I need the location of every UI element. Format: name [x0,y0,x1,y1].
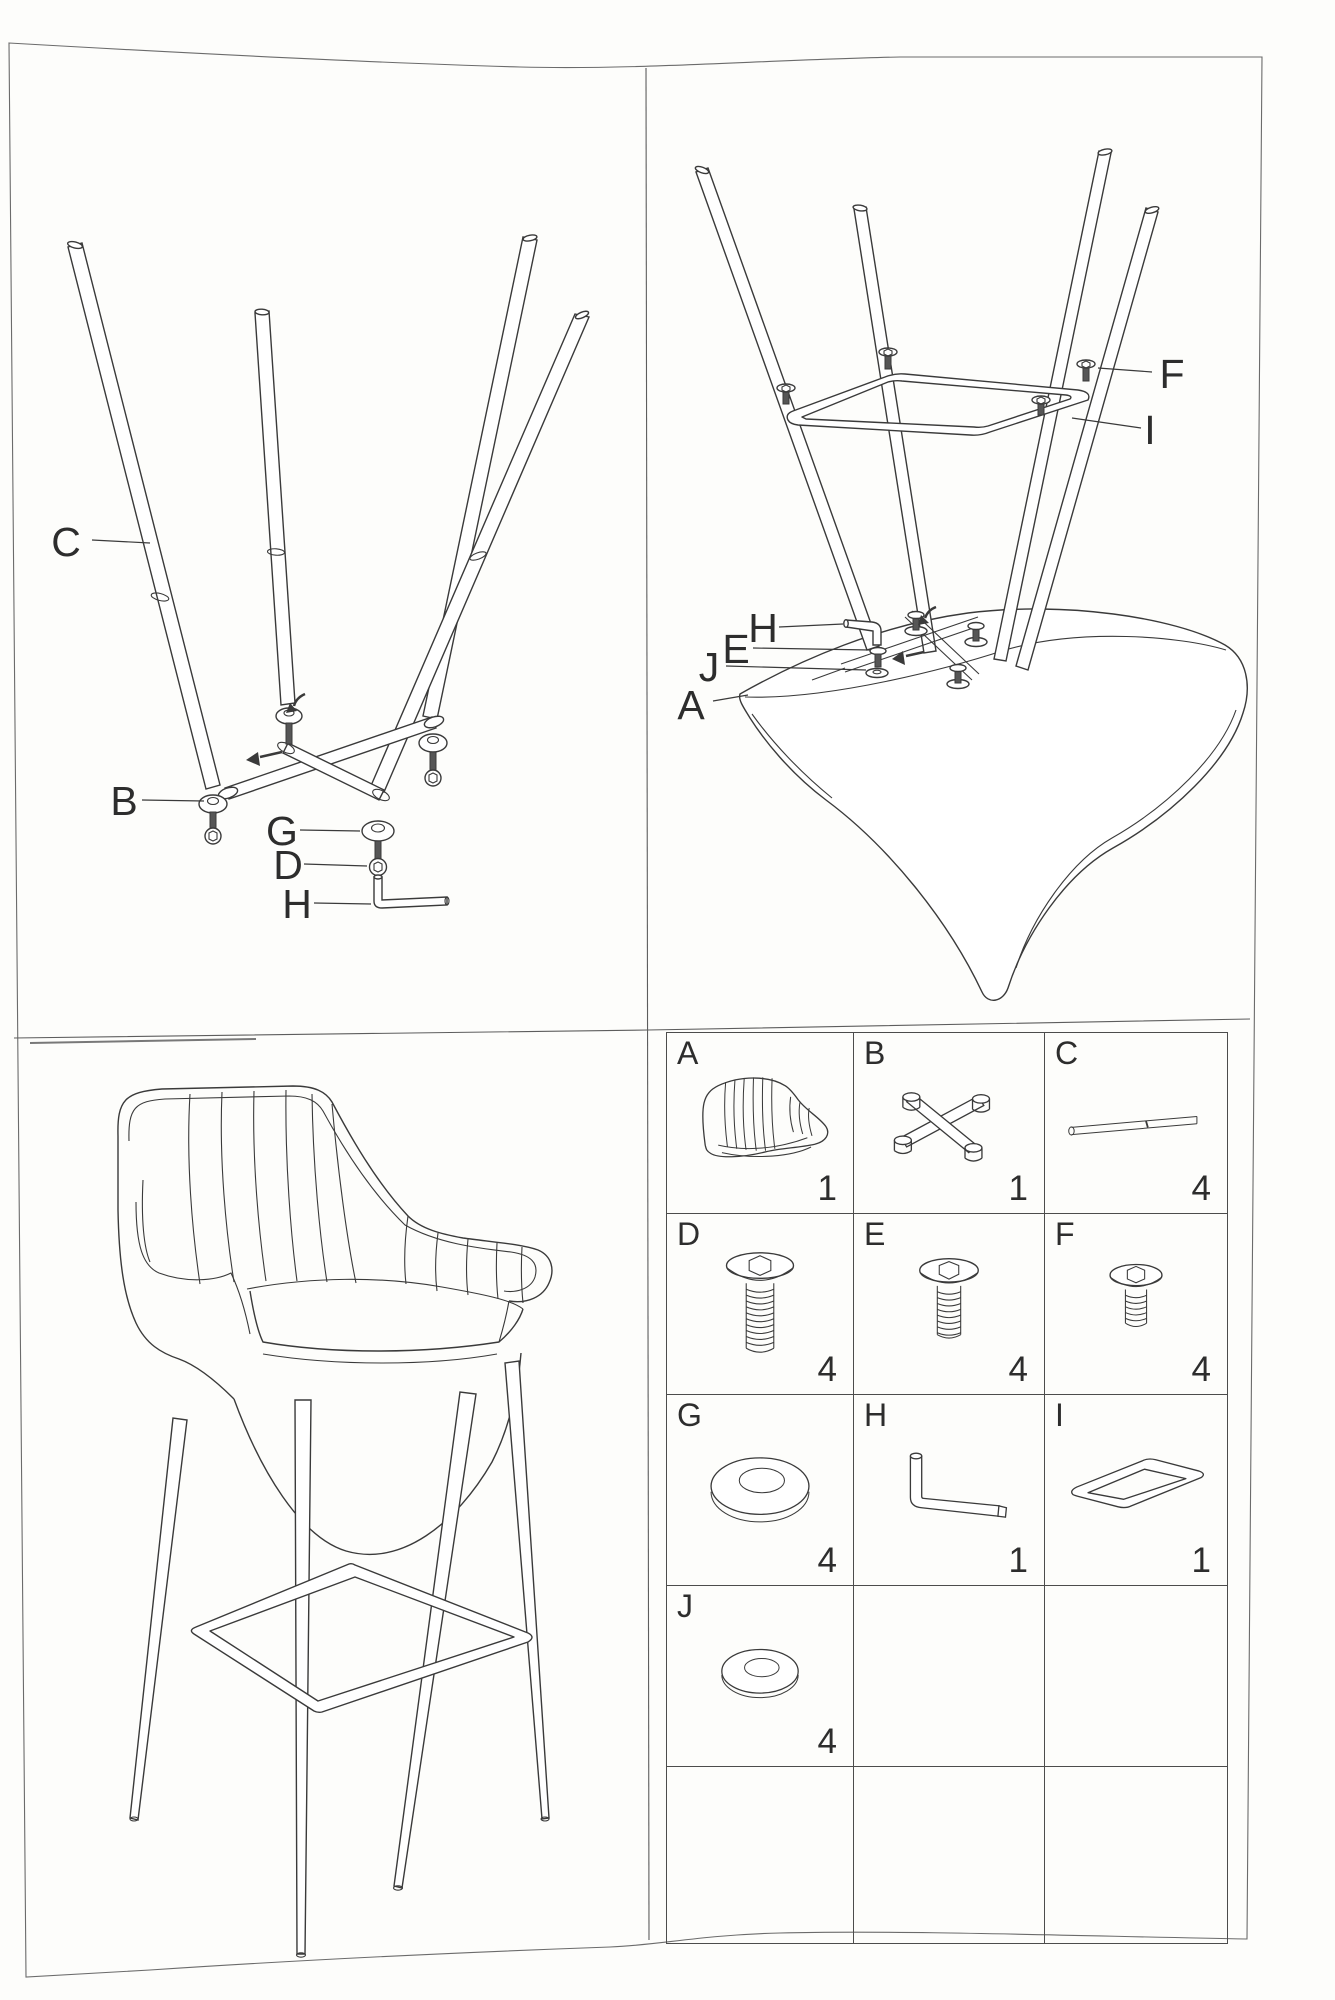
part-letter: B [864,1035,886,1071]
part-letter: C [1055,1035,1079,1071]
part-label-i: I [1144,407,1156,453]
seat-shell-underside [740,609,1248,1000]
part-label-h2: H [748,605,778,651]
cross-base-icon [869,1059,1029,1184]
leader-line-c [92,540,150,543]
assembled-stool-diagram [118,1086,552,1957]
leader-line-h2 [779,624,843,627]
parts-cell-b [854,1033,1045,1214]
parts-cell-empty [854,1586,1045,1767]
long-bolt-icon [700,1238,820,1366]
leader-line-i [1072,418,1141,428]
footrest-ring [191,1564,532,1713]
part-letter: I [1055,1397,1064,1433]
part-qty: 4 [817,1722,837,1761]
shell-flutes [142,1090,523,1303]
part-letter: G [677,1397,702,1433]
stool-legs-up [694,148,1159,670]
part-qty: 1 [1191,1541,1211,1580]
parts-cell-h [854,1395,1045,1586]
part-label-j: J [698,644,720,690]
footrest-frame-icon [1056,1434,1216,1542]
leader-line-d [304,864,367,866]
seat-attachment-diagram [677,148,1247,1000]
part-qty: 4 [817,1541,837,1580]
stool-legs [130,1361,549,1957]
exploded-base-diagram [51,234,589,927]
part-label-a: A [677,682,705,728]
leader-line-b [142,800,204,801]
parts-cell-g [667,1395,854,1586]
g-d-h-parts [362,821,449,908]
part-qty: 4 [817,1350,837,1389]
part-label-d: D [273,842,303,888]
parts-cell-f [1045,1214,1227,1395]
hex-key-icon [869,1429,1029,1547]
parts-cell-d [667,1214,854,1395]
part-qty: 4 [1008,1350,1028,1389]
scan-artifact-line [30,1039,256,1043]
part-letter: D [677,1216,701,1252]
part-label-b: B [110,778,138,824]
part-label-f: F [1159,351,1185,397]
part-qty: 1 [1008,1541,1028,1580]
parts-cell-i [1045,1395,1227,1586]
leg-tubes [67,234,590,792]
leader-line-h [314,903,371,904]
part-letter: F [1055,1216,1075,1252]
parts-cell-empty [1045,1586,1227,1767]
part-qty: 1 [1008,1169,1028,1208]
part-qty: 4 [1191,1169,1211,1208]
part-label-c: C [51,519,81,565]
parts-cell-empty [854,1767,1045,1943]
medium-bolt-icon [894,1245,1004,1360]
short-bolt-icon [1086,1252,1186,1352]
exploded-base-labels [51,519,371,927]
parts-cell-j [667,1586,854,1767]
leader-line-g [300,830,360,831]
parts-table [666,1032,1228,1944]
leg-tube-icon [1056,1071,1216,1171]
parts-cell-e [854,1214,1045,1395]
parts-cell-empty [667,1767,854,1943]
stool-shell [118,1086,552,1554]
vertical-divider [646,68,649,1940]
parts-cell-empty [1045,1767,1227,1943]
large-washer-icon [680,1429,840,1547]
part-label-h: H [282,881,312,927]
parts-cell-c [1045,1033,1227,1214]
part-letter: A [677,1035,699,1071]
small-washer-icon [690,1624,830,1724]
part-letter: H [864,1397,888,1433]
part-letter: E [864,1216,886,1252]
parts-cell-a [667,1033,854,1214]
part-label-e: E [722,626,750,672]
part-letter: J [677,1588,693,1624]
part-label-g: G [266,808,298,854]
part-qty: 4 [1191,1350,1211,1389]
part-qty: 1 [817,1169,837,1208]
seat-shell-icon [680,1056,840,1186]
